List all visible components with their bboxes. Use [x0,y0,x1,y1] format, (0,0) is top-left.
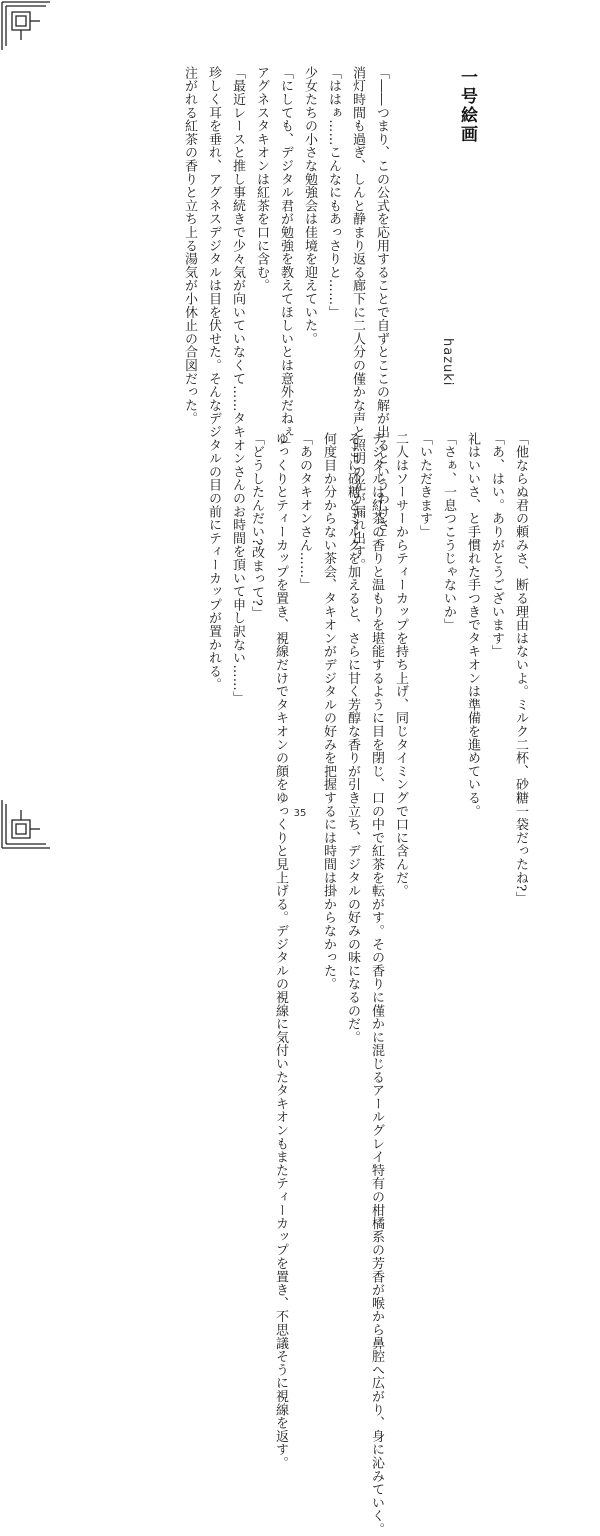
paragraph: 「――つまり、この公式を応用することで自ずとここの解が出るというわけさ」 [374,66,389,545]
paragraph: 「どうしたんだい?改まって?」 [249,432,264,620]
paragraph: 少女たちの小さな勉強会は佳境を迎えていた。 [302,66,317,346]
paragraph: 「あ、はい。ありがとうございます」 [489,432,504,659]
page-number: 35 [293,808,307,819]
paragraph: 何度目か分からない茶会、タキオンがデジタルの好みを把握するには時間は掛からなかった。 [321,432,336,991]
paragraph: 二人はソーサーからティーカップを持ち上げ、同じタイミングで口に含んだ。 [393,432,408,898]
paragraph: 「他ならぬ君の頼みさ、断る理由はないよ。ミルク二杯、砂糖一袋だったね?」 [513,432,528,905]
paragraph: 注がれる紅茶の香りと立ち上る湯気が小休止の合図だった。 [182,66,197,426]
paragraph: デジタルは紅茶の香りと温もりを堪能するように目を閉じ、口の中で紅茶を転がす。その香りに僅かに混じるアールグレイ特有の柑橘系の芳香が喉から鼻腔へ広がり、身に沁みていく。 [369,432,384,1536]
corner-ornament-bottom-left [0,794,56,850]
author-name: hazuki [440,338,455,387]
paragraph: ゆっくりとティーカップを置き、視線だけでタキオンの顔をゆっくりと見上げる。デジタルの視線に気付いたタキオンもまたティーカップを置き、不思議そうに視線を返す。 [273,432,288,1470]
corner-ornament-top-left [0,0,56,56]
paragraph: 「いただきます」 [417,432,432,539]
paragraph: 消灯時間も過ぎ、しんと静まり返る廊下に二人分の僅かな声と照明の光が漏れ出す。 [350,66,365,572]
paragraph: 珍しく耳を垂れ、アグネスデジタルは目を伏せた。そんなデジタルの目の前にティーカップが置かれる。 [206,66,221,692]
paragraph: 「あのタキオンさん……」 [297,432,312,592]
paragraph: アグネスタキオンは紅茶を口に含む。 [254,66,269,293]
story-title: 一号絵画 [457,68,477,144]
paragraph: 「最近レースと推し事続きで少々気が向いていなくて……タキオンさんのお時間を頂いて申し訳ない……」 [230,66,245,705]
paragraph: 「にしても、デジタル君が勉強を教えてほしいとは意外だねぇ」 [278,66,293,452]
paragraph: 「さぁ、一息つこうじゃないか」 [441,432,456,632]
paragraph: 礼はいいさ、と手慣れた手つきでタキオンは準備を進めている。 [465,432,480,818]
paragraph: そこに砂糖とミルクを加えると、さらに甘く芳醇な香りが引き立ち、デジタルの好みの味になるのだ。 [345,432,360,1044]
paragraph: 「ははぁ……こんなにもあっさりと……」 [326,66,341,319]
